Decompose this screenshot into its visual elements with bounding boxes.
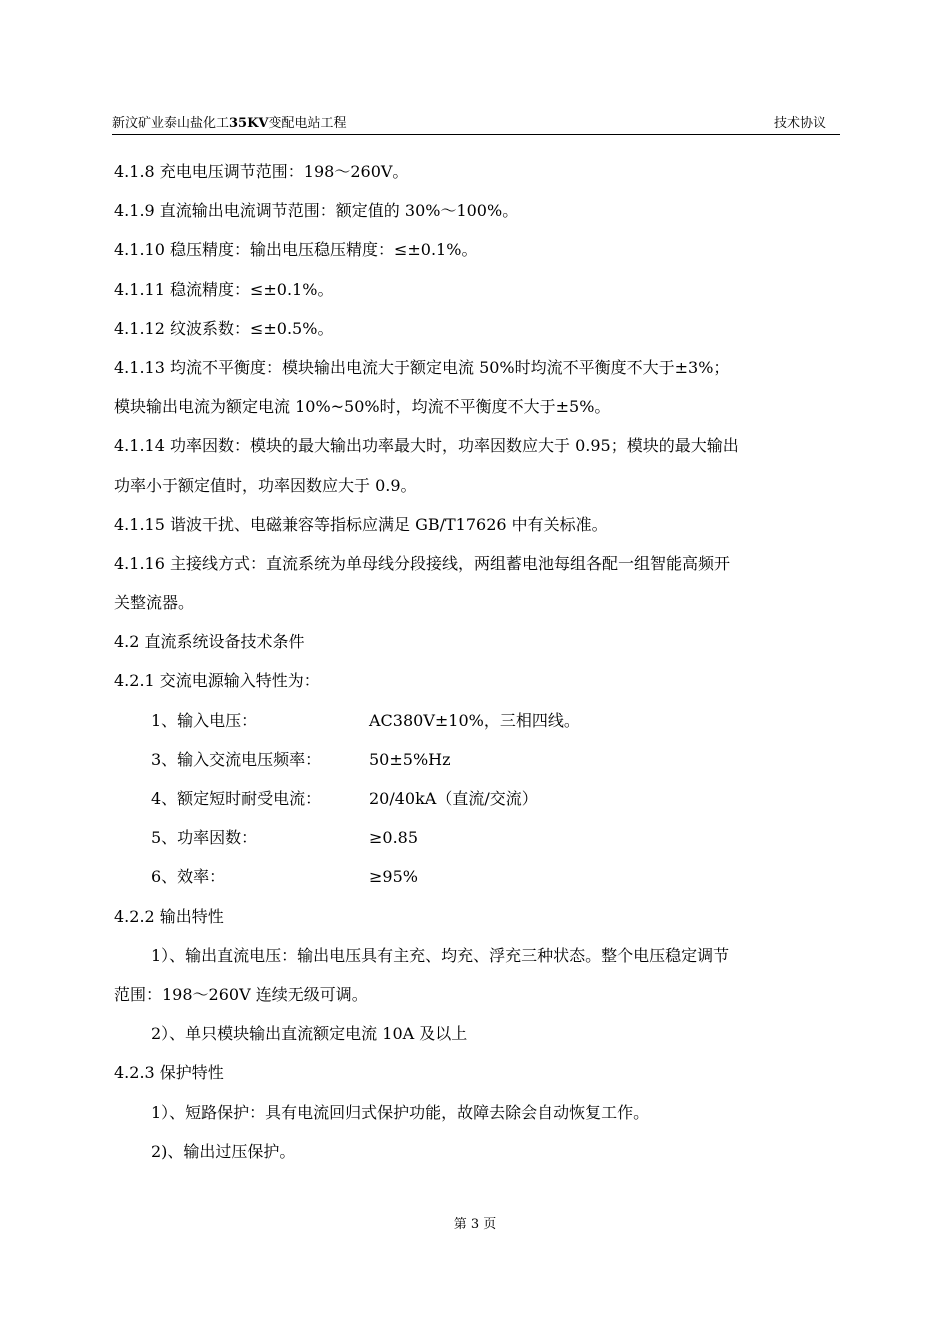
spec-value: ≥95% — [369, 867, 418, 887]
document-type: 技术协议 — [773, 116, 826, 131]
spec-label: 1、输入电压： — [151, 710, 258, 730]
document-body — [114, 152, 826, 1171]
spec-value: AC380V±10%，三相四线。 — [369, 710, 580, 730]
protection-item2: 2)、输出过压保护。 — [151, 1141, 296, 1161]
paragraph-4-1-14-line1: 4.1.14 功率因数：模块的最大输出功率最大时，功率因数应大于 0.95；模块的最大输出 — [114, 436, 739, 456]
paragraph-4-1-12: 4.1.12 纹波系数：≤±0.5%。 — [114, 318, 334, 338]
page-header — [112, 116, 840, 135]
spec-value: 50±5%Hz — [369, 749, 451, 769]
paragraph-4-1-10: 4.1.10 稳压精度：输出电压稳压精度：≤±0.1%。 — [114, 240, 478, 260]
subsection-heading-4-2-2: 4.2.2 输出特性 — [114, 906, 224, 926]
section-heading-4-2: 4.2 直流系统设备技术条件 — [114, 632, 305, 652]
paragraph-4-1-13-line1: 4.1.13 均流不平衡度：模块输出电流大于额定电流 50%时均流不平衡度不大于±3%； — [114, 357, 730, 377]
paragraph-4-1-14-line2: 功率小于额定值时，功率因数应大于 0.9。 — [114, 475, 417, 495]
paragraph-4-1-16-line1: 4.1.16 主接线方式：直流系统为单母线分段接线，两组蓄电池每组各配一组智能高频开 — [114, 553, 730, 573]
paragraph-4-1-16-line2: 关整流器。 — [114, 593, 195, 613]
output-item1-line2: 范围：198～260V 连续无级可调。 — [114, 984, 368, 1004]
spec-row — [114, 779, 826, 818]
subsection-heading-4-2-1: 4.2.1 交流电源输入特性为： — [114, 671, 320, 691]
output-item2: 2）、单只模块输出直流额定电流 10A 及以上 — [151, 1024, 468, 1044]
spec-row — [114, 818, 826, 857]
output-item1-line1: 1）、输出直流电压：输出电压具有主充、均充、浮充三种状态。整个电压稳定调节 — [151, 945, 730, 965]
spec-row — [114, 701, 826, 740]
project-title-part2: 变配电站工程 — [268, 116, 347, 131]
paragraph-4-1-15: 4.1.15 谐波干扰、电磁兼容等指标应满足 GB/T17626 中有关标准。 — [114, 514, 608, 534]
project-title-voltage: 35KV — [229, 116, 269, 131]
page-number: 第 3 页 — [453, 1217, 497, 1232]
spec-label: 6、效率： — [151, 867, 226, 887]
protection-item1: 1）、短路保护：具有电流回归式保护功能，故障去除会自动恢复工作。 — [151, 1102, 650, 1122]
spec-row — [114, 857, 826, 896]
project-title-part1: 新汶矿业泰山盐化工 — [112, 116, 230, 131]
paragraph-4-1-8: 4.1.8 充电电压调节范围：198～260V。 — [114, 162, 409, 181]
paragraph-4-1-9: 4.1.9 直流输出电流调节范围：额定值的 30%～100%。 — [114, 201, 519, 221]
spec-label: 3、输入交流电压频率： — [151, 749, 322, 769]
paragraph-4-1-13-line2: 模块输出电流为额定电流 10%~50%时，均流不平衡度不大于±5%。 — [114, 397, 611, 417]
spec-label: 5、功率因数： — [151, 828, 258, 848]
spec-value: ≥0.85 — [369, 828, 419, 848]
subsection-heading-4-2-3: 4.2.3 保护特性 — [114, 1063, 224, 1083]
spec-label: 4、额定短时耐受电流： — [151, 789, 322, 808]
project-title — [112, 116, 347, 132]
spec-value: 20/40kA（直流/交流） — [369, 789, 538, 808]
paragraph-4-1-11: 4.1.11 稳流精度：≤±0.1%。 — [114, 279, 334, 299]
spec-row — [114, 740, 826, 779]
